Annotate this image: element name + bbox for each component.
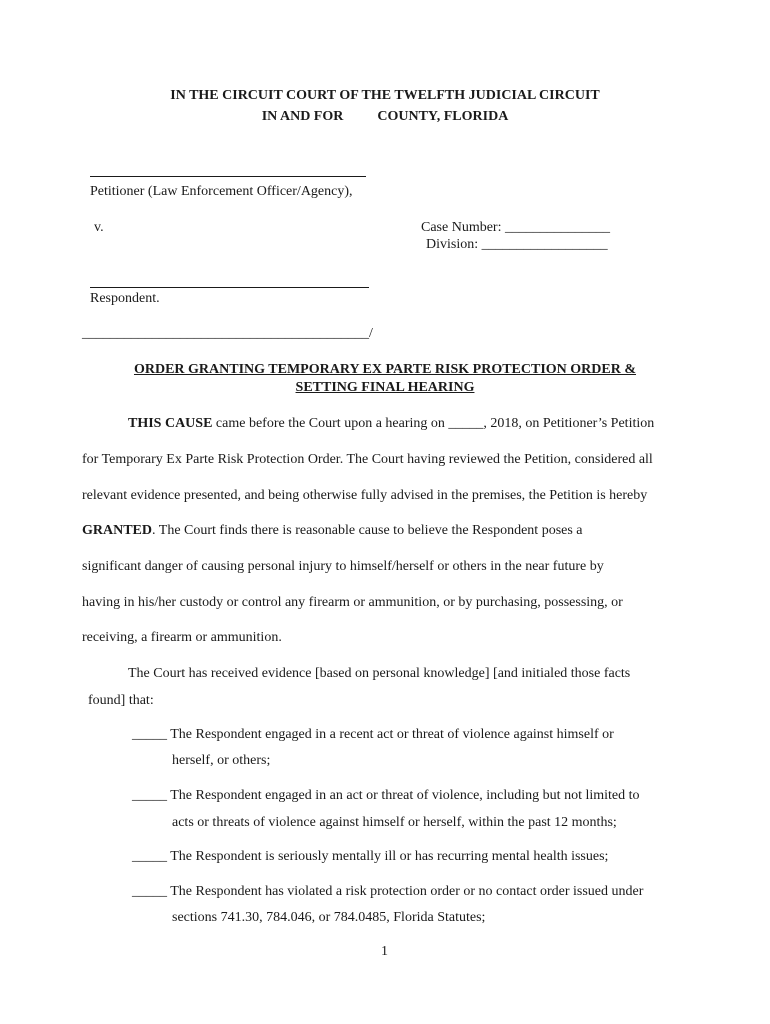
paragraph-1-line-5: significant danger of causing personal injury to himself/herself or others in the near future by xyxy=(82,559,604,574)
this-cause-label: THIS CAUSE xyxy=(128,416,213,431)
court-heading-line-1: IN THE CIRCUIT COURT OF THE TWELFTH JUDICIAL CIRCUIT xyxy=(170,88,600,103)
order-title-line-2: SETTING FINAL HEARING xyxy=(295,380,475,395)
finding-1-text: The Respondent engaged in a recent act or threat of violence against himself or xyxy=(167,727,614,742)
paragraph-1-line-1-text: came before the Court upon a hearing on _____, 2018, on Petitioner’s Petition xyxy=(212,416,655,431)
finding-2-text: The Respondent engaged in an act or threat of violence, including but not limited to xyxy=(167,788,640,803)
paragraph-1-line-4-text: . The Court finds there is reasonable cause to believe the Respondent poses a xyxy=(152,523,583,538)
paragraph-1-line-6: having in his/her custody or control any firearm or ammunition, or by purchasing, possessing, or xyxy=(82,595,623,610)
versus-label: v. xyxy=(94,220,104,235)
finding-4-initial-blank[interactable]: _____ xyxy=(132,884,167,899)
paragraph-2-line-1: The Court has received evidence [based on personal knowledge] [and initialed those facts xyxy=(128,666,631,681)
finding-4-text: The Respondent has violated a risk protection order or no contact order issued under xyxy=(167,884,644,899)
paragraph-1-line-2: for Temporary Ex Parte Risk Protection Order. The Court having reviewed the Petition, considered all xyxy=(82,452,653,467)
finding-4-line-2: sections 741.30, 784.046, or 784.0485, Florida Statutes; xyxy=(172,910,486,925)
court-heading-in-and-for: IN AND FOR xyxy=(261,109,344,124)
caption-end-line: _________________________________________/ xyxy=(82,326,373,341)
finding-3-initial-blank[interactable]: _____ xyxy=(132,849,167,864)
petitioner-signature-line xyxy=(90,176,366,177)
court-heading-line-2 xyxy=(0,109,770,125)
finding-2-line-2: acts or threats of violence against himself or herself, within the past 12 months; xyxy=(172,815,617,830)
respondent-signature-line xyxy=(90,287,369,288)
case-number-label: Case Number: _______________ xyxy=(421,220,610,235)
finding-1-line-1 xyxy=(132,727,614,743)
finding-2-line-1 xyxy=(132,788,640,804)
paragraph-2-line-2: found] that: xyxy=(88,693,154,708)
paragraph-1-line-1 xyxy=(128,416,654,432)
finding-4-line-1 xyxy=(132,884,643,900)
finding-2-initial-blank[interactable]: _____ xyxy=(132,788,167,803)
respondent-label: Respondent. xyxy=(90,291,160,306)
paragraph-1-line-3: relevant evidence presented, and being otherwise fully advised in the premises, the Petition is hereby xyxy=(82,488,648,503)
page-number: 1 xyxy=(381,944,388,959)
finding-1-line-2: herself, or others; xyxy=(172,753,271,768)
finding-1-initial-blank[interactable]: _____ xyxy=(132,727,167,742)
finding-3-line-1 xyxy=(132,849,608,865)
paragraph-1-line-4 xyxy=(82,523,583,539)
finding-3-text: The Respondent is seriously mentally ill or has recurring mental health issues; xyxy=(167,849,609,864)
division-label: Division: __________________ xyxy=(426,237,608,252)
court-heading-county: COUNTY, FLORIDA xyxy=(377,109,509,124)
paragraph-1-line-7: receiving, a firearm or ammunition. xyxy=(82,630,282,645)
granted-label: GRANTED xyxy=(82,523,153,538)
order-title-line-1: ORDER GRANTING TEMPORARY EX PARTE RISK PROTECTION ORDER & xyxy=(133,362,637,377)
petitioner-label: Petitioner (Law Enforcement Officer/Agency), xyxy=(90,184,353,199)
